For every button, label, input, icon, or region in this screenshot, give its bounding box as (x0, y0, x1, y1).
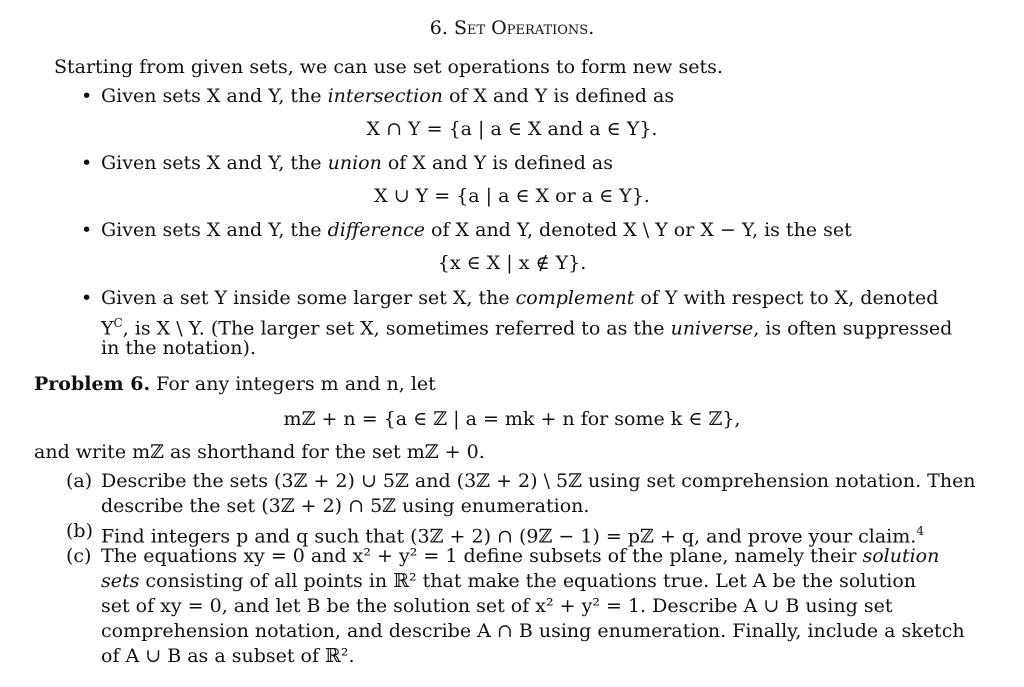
intro-text: Starting from given sets, we can use set operations to form new sets. (54, 56, 723, 78)
formula-union: X ∪ Y = {a | a ∈ X or a ∈ Y}. (374, 185, 650, 207)
term-intersection: intersection (327, 85, 443, 107)
bullet-difference: • Given sets X and Y, the difference of X and Y, denoted X \ Y or X − Y, is the set (101, 218, 852, 242)
term-complement: complement (515, 287, 635, 309)
part-a-line-2: describe the set (3ℤ + 2) ∩ 5ℤ using enumeration. (101, 495, 590, 517)
term-sets: sets (101, 570, 140, 592)
part-c-line-3: set of xy = 0, and let B be the solution set of x² + y² = 1. Describe A ∪ B using set (101, 595, 893, 617)
term-difference: difference (327, 219, 425, 241)
term-solution: solution (862, 545, 940, 567)
formula-intersection: X ∩ Y = {a | a ∈ X and a ∈ Y}. (366, 118, 658, 140)
formula-difference: {x ∈ X | x ∉ Y}. (437, 252, 587, 274)
part-b-line-1: Find integers p and q such that (3ℤ + 2) ∩ (9ℤ − 1) = pℤ + q, and prove your claim.$^4$ (101, 524, 924, 548)
part-c-line-2: sets consisting of all points in ℝ² that make the equations true. Let A be the solution (101, 570, 917, 592)
section-heading (0, 16, 1024, 40)
part-a-label: (a) (66, 470, 93, 492)
complement-line-3: in the notation). (101, 337, 256, 359)
part-c-label: (c) (66, 545, 92, 567)
part-c-line-5: of A ∪ B as a subset of ℝ². (101, 645, 355, 667)
complement-line-2: $Y^C$, is X \ Y. (The larger set X, sometimes referred to as the universe, is often suppressed (101, 316, 953, 340)
part-c-line-4: comprehension notation, and describe A ∩ B using enumeration. Finally, include a sketch (101, 620, 965, 642)
part-b-label: (b) (66, 520, 93, 542)
section-title: Set Operations. (453, 17, 595, 39)
term-universe: universe (670, 317, 754, 340)
part-c-line-1: The equations xy = 0 and x² + y² = 1 define subsets of the plane, namely their solution (101, 545, 940, 567)
problem-heading (34, 372, 436, 396)
part-a-line-1: Describe the sets (3ℤ + 2) ∪ 5ℤ and (3ℤ + 2) \ 5ℤ using set comprehension notation. Then (101, 470, 976, 492)
bullet-complement: • Given a set Y inside some larger set X, the complement of Y with respect to X, denoted (101, 286, 938, 310)
problem-formula: mℤ + n = {a ∈ ℤ | a = mk + n for some k ∈ ℤ}, (283, 408, 741, 430)
problem-label: Problem 6. (34, 373, 151, 395)
footnote-marker: 4 (916, 524, 924, 538)
term-union: union (327, 152, 382, 174)
problem-intro: For any integers m and n, let (156, 373, 436, 395)
bullet-intersection: • Given sets X and Y, the intersection of X and Y is defined as (101, 84, 674, 108)
section-number: 6. (429, 17, 448, 39)
problem-shorthand: and write mℤ as shorthand for the set mℤ + 0. (34, 441, 485, 463)
bullet-union: • Given sets X and Y, the union of X and Y is defined as (101, 151, 613, 175)
